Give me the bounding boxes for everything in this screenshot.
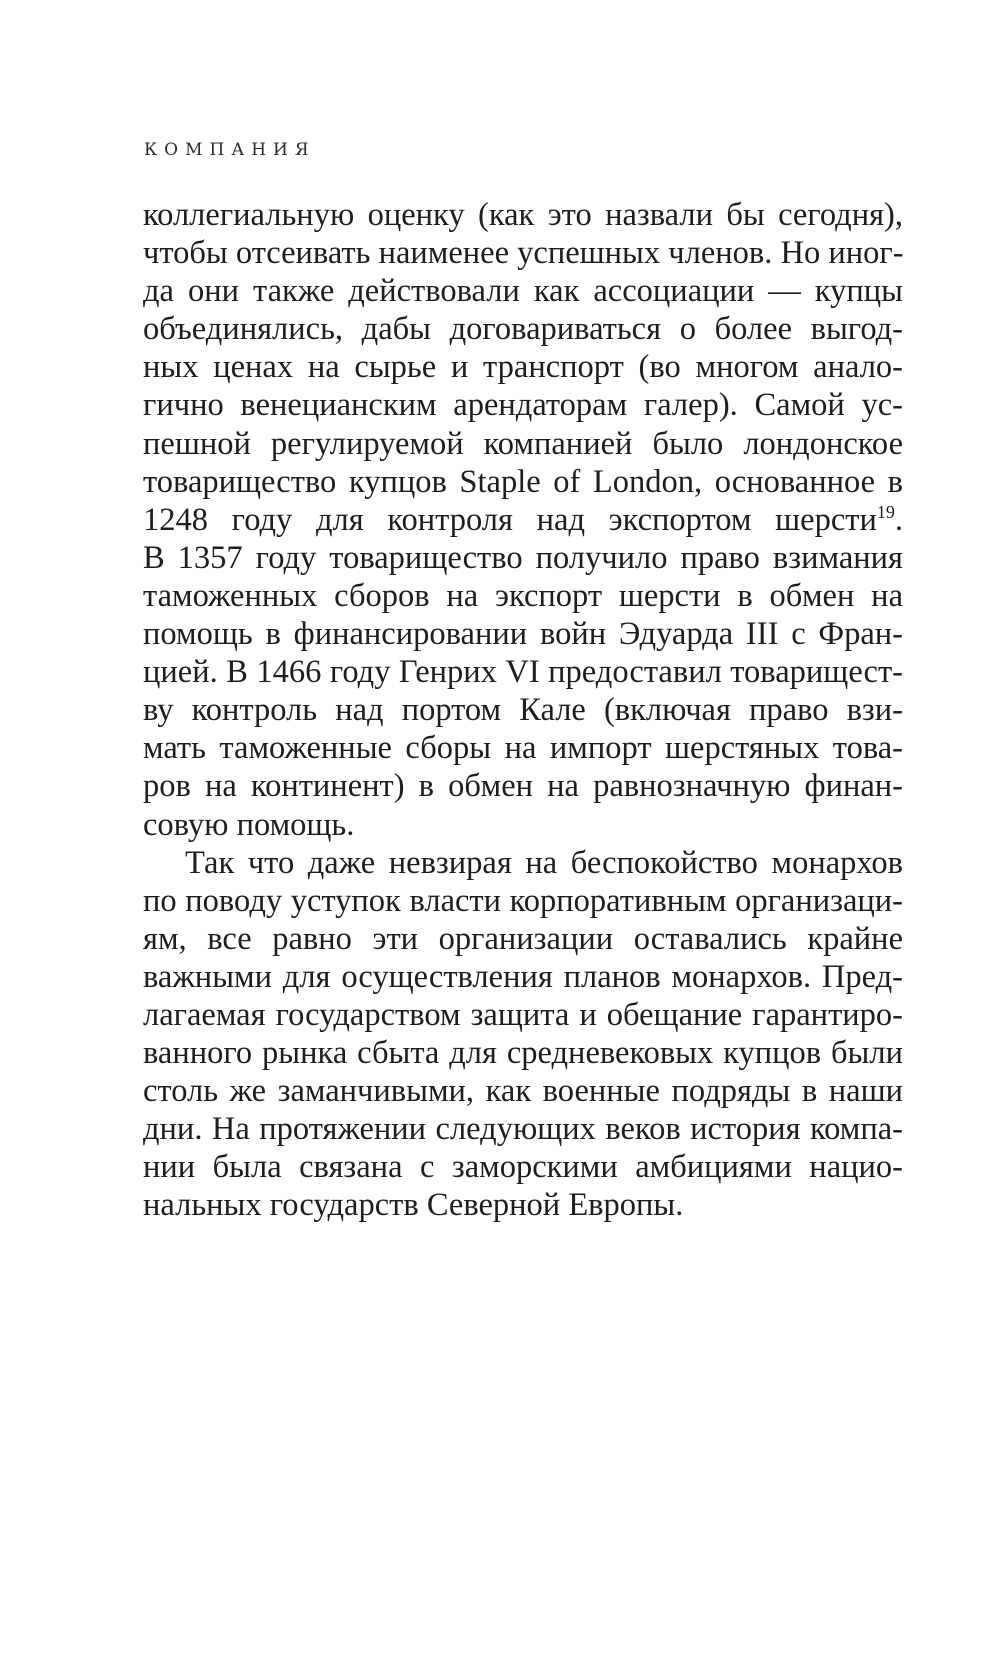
- text-line-segment: 1248 году для контроля над экспортом шерсти: [143, 501, 877, 538]
- text-line: столь же заманчивыми, как военные подряды в наши: [143, 1073, 903, 1110]
- text-line: нии была связана с заморскими амбициями нацио-: [143, 1149, 903, 1186]
- text-line: В 1357 году товарищество получило право взимания: [143, 539, 903, 576]
- text-line: цией. В 1466 году Генрих VI предоставил товарищест-: [143, 654, 903, 691]
- body-text: [143, 196, 903, 1225]
- text-line: лагаемая государством защита и обещание гарантиро-: [143, 996, 903, 1033]
- text-line: дни. На протяжении следующих веков история компа-: [143, 1111, 903, 1148]
- text-line: ванного рынка сбыта для средневековых купцов были: [143, 1035, 903, 1072]
- text-line: ров на континент) в обмен на равнозначную финан-: [143, 768, 903, 805]
- text-line: таможенных сборов на экспорт шерсти в обмен на: [143, 577, 903, 614]
- text-line: объединялись, дабы договариваться о более выгод-: [143, 311, 903, 348]
- text-line: совую помощь.: [143, 806, 355, 843]
- text-line: гично венецианским арендаторам галер). Самой ус-: [143, 387, 903, 424]
- text-line: по поводу уступок власти корпоративным организаци-: [143, 882, 903, 919]
- text-line: коллегиальную оценку (как это назвали бы сегодня),: [143, 197, 903, 233]
- paragraph-2: [143, 844, 903, 1225]
- text-line: ям, все равно эти организации оставались крайне: [143, 920, 903, 957]
- text-line: чтобы отсеивать наименее успешных членов. Но иног-: [143, 235, 904, 272]
- text-line: Так что даже невзирая на беспокойство монархов: [185, 844, 903, 881]
- footnote-marker: 19: [876, 501, 895, 522]
- text-line: помощь в финансировании войн Эдуарда III с Фран-: [143, 616, 903, 653]
- text-line: ных ценах на сырье и транспорт (во многом анало-: [143, 349, 903, 386]
- text-line: ву контроль над портом Кале (включая право взи-: [143, 692, 903, 729]
- text-line: мать таможенные сборы на импорт шерстяных това-: [143, 730, 903, 767]
- text-line-with-footnote: [143, 501, 903, 539]
- text-line: важными для осуществления планов монархов. Пред-: [143, 958, 903, 995]
- text-line: товарищество купцов Staple of London, основанное в: [143, 463, 903, 500]
- text-line: пешной регулируемой компанией было лондонское: [143, 425, 903, 462]
- text-line: да они также действовали как ассоциации — купцы: [143, 273, 903, 310]
- text-line: нальных государств Северной Европы.: [143, 1187, 684, 1224]
- running-head: КОМПАНИЯ: [144, 140, 316, 160]
- paragraph-1: [143, 196, 903, 844]
- footnote-tail: .: [894, 501, 903, 538]
